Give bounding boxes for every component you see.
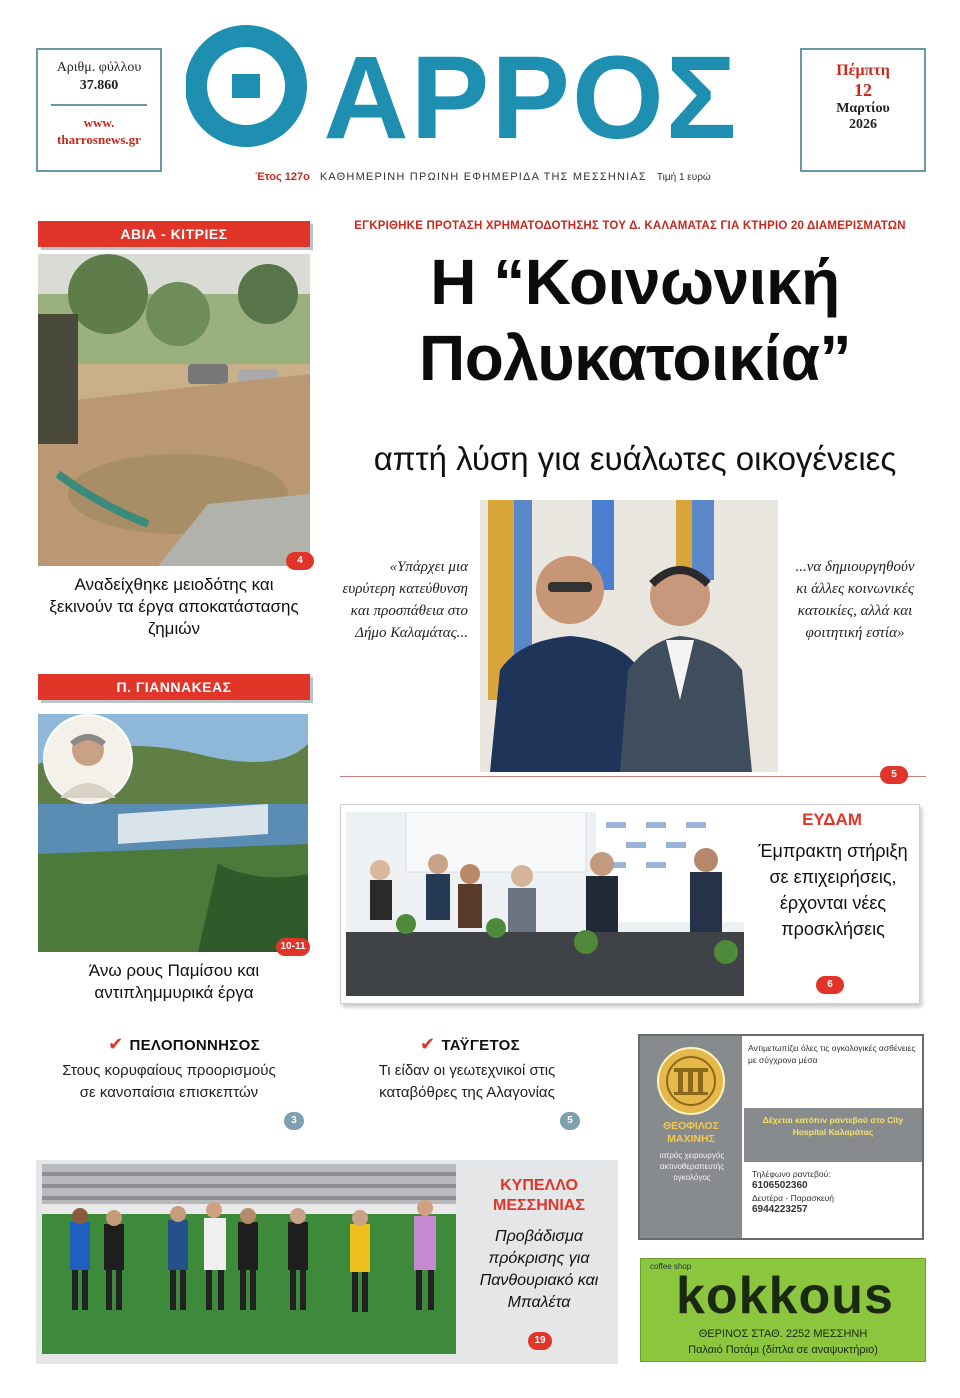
lead-kicker: ΕΓΚΡΙΘΗΚΕ ΠΡΟΤΑΣΗ ΧΡΗΜΑΤΟΔΟΤΗΣΗΣ ΤΟΥ Δ. ΚΑΛΑΜΑΤΑΣ ΓΙΑ ΚΤΗΡΙΟ 20 ΔΙΑΜΕΡΙΣΜΑΤΩΝ xyxy=(354,220,906,232)
tagline-row xyxy=(186,168,780,186)
page-badge[interactable]: 5 xyxy=(560,1112,580,1130)
price: Τιμή 1 ευρώ xyxy=(656,171,711,183)
short-text-peloponnisos[interactable]: Στους κορυφαίους προορισμούς σε κανοπαίσια επισκεπτών xyxy=(62,1062,276,1101)
page-badge[interactable]: 10-11 xyxy=(276,938,310,956)
year: 2026 xyxy=(849,117,877,132)
website-line2[interactable]: tharrosnews.gr xyxy=(57,132,141,147)
page-badge[interactable]: 6 xyxy=(816,976,844,994)
short-title: ΠΕΛΟΠΟΝΝΗΣΟΣ xyxy=(129,1037,260,1054)
story-caption-pamisos[interactable]: Άνω ρους Παμίσου και αντιπλημμυρικά έργα xyxy=(88,961,260,1002)
section-label-giannakeas: Π. ΓΙΑΝΝΑΚΕΑΣ xyxy=(38,674,310,700)
svg-text:ΑΡΡΟΣ: ΑΡΡΟΣ xyxy=(323,32,739,164)
short-text-taygetos[interactable]: Τι είδαν οι γεωτεχνικοί στις καταβόθρες της Αλαγονίας xyxy=(378,1062,556,1101)
quote-left: «Υπάρχει μια ευρύτερη κατεύθυνση και προσπάθεια στο Δήμο Καλαμάτας... xyxy=(342,559,468,641)
advert-doctor-title: ιατρός χειρουργός ακτινοθεραπευτής ογκολόγος xyxy=(659,1151,725,1182)
cup-title xyxy=(466,1176,612,1216)
website-line1[interactable]: www. xyxy=(83,115,115,130)
tagline: ΚΑΘΗΜΕΡΙΝΗ ΠΡΩΙΝΗ ΕΦΗΜΕΡΙΔΑ ΤΗΣ ΜΕΣΣΗΝΙΑΣ xyxy=(319,171,647,183)
page-badge[interactable]: 5 xyxy=(880,766,908,784)
lead-divider xyxy=(340,776,926,777)
phone-number-2[interactable]: 6944223257 xyxy=(752,1204,808,1215)
advert-kicker: coffee shop xyxy=(650,1262,692,1271)
advert-contact xyxy=(752,1168,922,1216)
lead-subhead: απτή λύση για ευάλωτες οικογένειες xyxy=(373,440,897,477)
two-men-photo[interactable] xyxy=(480,500,778,772)
divider xyxy=(51,104,147,106)
newspaper-logo xyxy=(186,16,780,166)
short-title: ΤΑΫΓΕΤΟΣ xyxy=(441,1037,520,1054)
phone-label: Τηλέφωνο ραντεβού: xyxy=(752,1169,831,1179)
kokkous-logo: kokkous xyxy=(676,1267,894,1325)
issue-info-box xyxy=(36,48,162,172)
date-box xyxy=(800,48,926,172)
phone-number-1[interactable]: 6106502360 xyxy=(752,1180,808,1191)
eydam-text[interactable]: Έμπρακτη στήριξη σε επιχειρήσεις, έρχονται νέες προσκλήσεις xyxy=(758,841,908,939)
office-hours: Δευτέρα - Παρασκευή xyxy=(752,1193,835,1203)
page-badge[interactable]: 19 xyxy=(528,1332,552,1350)
cup-title-line1: ΚΥΠΕΛΛΟ xyxy=(500,1177,578,1194)
seal-icon xyxy=(656,1046,726,1116)
issue-label: Αριθμ. φύλλου xyxy=(56,60,142,75)
football-match-photo[interactable] xyxy=(42,1164,456,1354)
headline-line1: Η “Κοινωνική xyxy=(430,246,840,318)
advert-description: Αντιμετωπίζει όλες τις ογκολογικές ασθένειες με σύγχρονα μέσα xyxy=(748,1043,916,1065)
checkmark-icon: ✔ xyxy=(420,1034,436,1054)
day-name: Πέμπτη xyxy=(836,62,890,79)
advert-doctor-name: ΘΕΟΦΙΛΟΣ ΜΑΧΙΝΗΣ xyxy=(662,1120,720,1145)
advert-address: ΘΕΡΙΝΟΣ ΣΤΑΘ. 2252 ΜΕΣΣΗΝΗ xyxy=(698,1328,868,1340)
year-label: Έτος 127ο xyxy=(255,171,310,183)
short-item-taygetos[interactable] xyxy=(360,1034,580,1055)
cup-text[interactable]: Προβάδισμα πρόκρισης για Πανθουριακό και Μπαλέτα xyxy=(479,1228,599,1311)
conference-panel-photo[interactable] xyxy=(346,812,744,996)
page-badge[interactable]: 4 xyxy=(286,552,314,570)
month: Μαρτίου xyxy=(836,101,890,116)
eydam-title: ΕΥΔΑΜ xyxy=(802,810,862,829)
advert-address-detail: Παλαιό Ποτάμι (δίπλα σε αναψυκτήριο) xyxy=(688,1344,878,1356)
checkmark-icon: ✔ xyxy=(108,1034,124,1054)
quote-right: ...να δημιουργηθούν κι άλλες κοινωνικές κατοικίες, αλλά και φοιτητική εστία» xyxy=(795,559,915,641)
issue-number: 37.860 xyxy=(79,78,119,93)
story-caption-avia[interactable]: Αναδείχθηκε μειοδότης και ξεκινούν τα έργα αποκατάστασης ζημιών xyxy=(49,575,299,638)
day-number: 12 xyxy=(854,80,872,100)
flood-damage-photo[interactable] xyxy=(38,254,310,566)
river-photo[interactable] xyxy=(38,714,308,952)
headline-line2: Πολυκατοικία” xyxy=(418,322,852,394)
page-badge[interactable]: 3 xyxy=(284,1112,304,1130)
section-label-avia: ΑΒΙΑ - ΚΙΤΡΙΕΣ xyxy=(38,221,310,247)
advert-location: Δέχεται κατόπιν ραντεβού στο City Hospital Καλαμάτας xyxy=(744,1108,922,1162)
short-item-peloponnisos[interactable] xyxy=(74,1034,294,1055)
cup-title-line2: ΜΕΣΣΗΝΙΑΣ xyxy=(493,1197,585,1214)
lead-headline[interactable] xyxy=(340,244,930,396)
